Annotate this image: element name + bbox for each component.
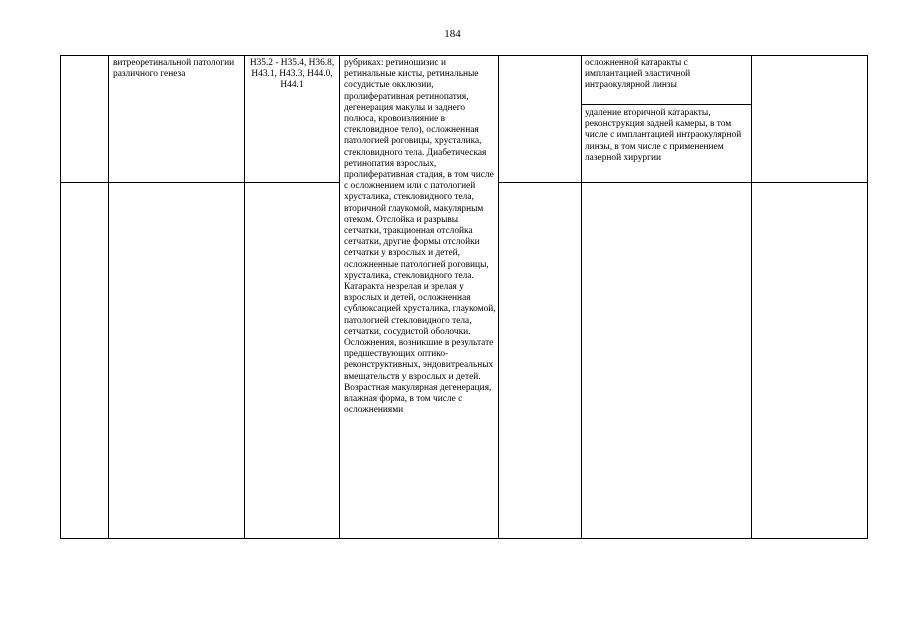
table-cell-treatment-method-1: осложненной катаракты с имплантацией эластичной интраокулярной линзы <box>585 58 691 91</box>
table-border <box>498 55 499 539</box>
table-cell-icd-codes: H35.2 - H35.4, H36.8, H43.1, H43.3, H44.0, H44.1 <box>249 58 335 91</box>
table-cell-treatment-method-2: удаление вторичной катаракты, реконструкция задней камеры, в том числе с имплантацией интраокулярной линзы, в том числе с применением лазерной хирургии <box>585 108 742 163</box>
table-border <box>581 104 751 105</box>
table-border <box>751 55 752 539</box>
table-cell-diagnosis-description: рубриках: ретиношизис и ретинальные кисты, ретинальные сосудистые окклюзии, пролиферативная ретинопатия, дегенерация макулы и заднего полюса, кровоизлияние в стекловидное тело), осложненная патологией роговицы, хрусталика, стекловидного тела. Диабетическая ретинопатия взрослых, пролиферативная стадия, в том числе с осложнением или с патологией хрусталика, стекловидного тела, вторичной глаукомой, макулярным отеком. Отслойка и разрывы сетчатки, тракционная отслойка сетчатки, другие формы отслойки сетчатки у взрослых и детей, осложненные патологией роговицы, хрусталика, стекловидного тела. Катаракта незрелая и зрелая у взрослых и детей, осложненная сублюксацией хрусталика, глаукомой, патологией стекловидного тела, сетчатки, сосудистой оболочки. Осложнения, возникшие в результате предшествующих оптико-реконструктивных, эндовитреальных вмешательств у взрослых и детей. Возрастная макулярная дегенерация, влажная форма, в том числе с осложнениями <box>344 58 496 416</box>
table-border <box>498 182 868 183</box>
table-border <box>581 55 582 539</box>
table-border <box>60 55 868 56</box>
table-border <box>108 55 109 539</box>
table-border <box>60 55 61 539</box>
table-cell-pathology-type: витреоретинальной патологии различного генеза <box>113 58 235 80</box>
table-border <box>60 538 868 539</box>
table-border <box>867 55 868 539</box>
table-border <box>339 55 340 539</box>
table-border <box>244 55 245 539</box>
services-table <box>60 55 868 539</box>
table-border <box>60 182 339 183</box>
page-number: 184 <box>444 28 461 40</box>
